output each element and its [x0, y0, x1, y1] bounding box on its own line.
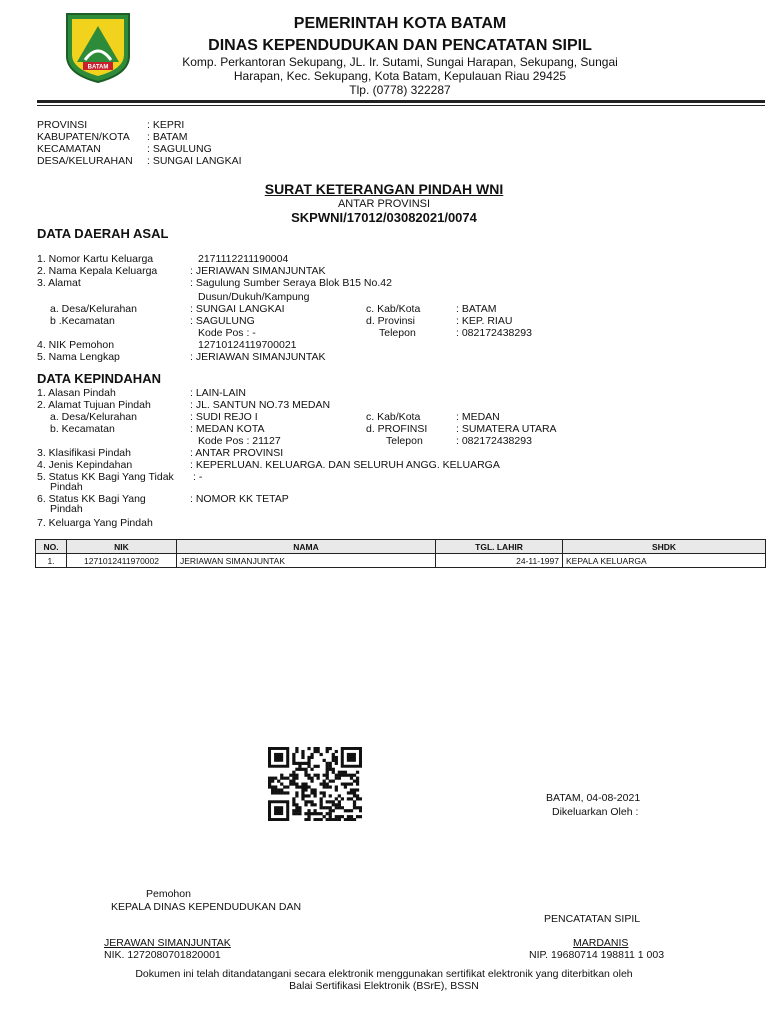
pindah-v3: : ANTAR PROVINSI	[190, 447, 284, 459]
footer-line1: Dokumen ini telah ditandatangani secara elektronik menggunakan sertifikat elektronik yang diterbitkan oleh	[135, 968, 633, 980]
asal-l1: 1. Nomor Kartu Keluarga	[37, 253, 154, 265]
asal-v3b: Dusun/Dukuh/Kampung	[198, 291, 310, 303]
pindah-ltel: Telepon	[386, 435, 423, 447]
pindah-v5: : -	[193, 471, 203, 483]
pindah-la: a. Desa/Kelurahan	[50, 411, 137, 423]
asal-v3: : Sagulung Sumber Seraya Blok B15 No.42	[190, 277, 392, 289]
family-table	[35, 539, 766, 568]
official-name: MARDANIS	[573, 937, 629, 949]
dept-title: DINAS KEPENDUDUKAN DAN PENCATATAN SIPIL	[208, 37, 592, 54]
official-nip: NIP. 19680714 198811 1 003	[529, 949, 665, 961]
asal-v4: 12710124119700021	[198, 339, 297, 351]
pindah-l6b: Pindah	[50, 503, 83, 515]
pindah-kodepos: Kode Pos : 21127	[198, 435, 281, 447]
asal-ld: d. Provinsi	[366, 315, 416, 327]
asal-vb: : SAGULUNG	[190, 315, 255, 327]
asal-vtel: : 082172438293	[456, 327, 532, 339]
pindah-vtel: : 082172438293	[456, 435, 532, 447]
asal-ltel: Telepon	[379, 327, 416, 339]
pindah-ld: d. PROFINSI	[366, 423, 428, 435]
section-pindah-heading: DATA KEPINDAHAN	[37, 371, 161, 386]
batam-logo	[65, 12, 131, 84]
document-number: SKPWNI/17012/03082021/0074	[291, 210, 477, 225]
asal-l4: 4. NIK Pemohon	[37, 339, 115, 351]
region-provinsi-label: PROVINSI	[37, 119, 88, 131]
section-asal-heading: DATA DAERAH ASAL	[37, 226, 169, 241]
table-row	[36, 554, 766, 568]
pencatatan-label: PENCATATAN SIPIL	[544, 913, 641, 925]
asal-v2: : JERIAWAN SIMANJUNTAK	[190, 265, 326, 277]
address-line2: Harapan, Kec. Sekupang, Kota Batam, Kepulauan Riau 29425	[233, 69, 567, 83]
asal-l3: 3. Alamat	[37, 277, 81, 289]
asal-lc: c. Kab/Kota	[366, 303, 421, 315]
asal-la: a. Desa/Kelurahan	[50, 303, 137, 315]
asal-l2: 2. Nama Kepala Keluarga	[37, 265, 158, 277]
issued-by: Dikeluarkan Oleh :	[552, 806, 639, 818]
col-nama: NAMA	[177, 540, 436, 554]
phone-line: Tlp. (0778) 322287	[349, 83, 451, 97]
region-desa-label: DESA/KELURAHAN	[37, 155, 133, 167]
asal-v1: 2171112211190004	[198, 253, 289, 265]
footer-line2: Balai Sertifikasi Elektronik (BSrE), BSSN	[289, 980, 479, 992]
asal-vd: : KEP. RIAU	[456, 315, 513, 327]
pindah-v4: : KEPERLUAN. KELUARGA. DAN SELURUH ANGG. KELUARGA	[190, 459, 500, 471]
pindah-lb: b. Kecamatan	[50, 423, 115, 435]
address-line1: Komp. Perkantoran Sekupang, JL. Ir. Sutami, Sungai Harapan, Sekupang, Sungai	[182, 55, 618, 69]
kepala-dinas-label: KEPALA DINAS KEPENDUDUKAN DAN	[111, 901, 302, 913]
region-kecamatan-label: KECAMATAN	[37, 143, 101, 155]
pindah-l1: 1. Alasan Pindah	[37, 387, 116, 399]
qr-code	[268, 747, 362, 821]
pindah-l6a: 6. Status KK Bagi Yang	[37, 493, 146, 505]
asal-va: : SUNGAI LANGKAI	[190, 303, 285, 315]
pemohon-label: Pemohon	[146, 888, 191, 900]
document-title: SURAT KETERANGAN PINDAH WNI	[264, 181, 504, 197]
col-tgl-lahir: TGL. LAHIR	[436, 540, 563, 554]
table-header-row	[36, 540, 766, 554]
pindah-vb: : MEDAN KOTA	[190, 423, 265, 435]
asal-kodepos: Kode Pos : -	[198, 327, 256, 339]
pindah-v6: : NOMOR KK TETAP	[190, 493, 289, 505]
col-shdk: SHDK	[563, 540, 766, 554]
asal-l5: 5. Nama Lengkap	[37, 351, 120, 363]
cell-shdk: KEPALA KELUARGA	[563, 554, 766, 568]
pindah-l5b: Pindah	[50, 481, 83, 493]
col-no: NO.	[36, 540, 67, 554]
asal-lb: b .Kecamatan	[50, 315, 115, 327]
cell-no: 1.	[36, 554, 67, 568]
pindah-l3: 3. Klasifikasi Pindah	[37, 447, 131, 459]
pindah-vd: : SUMATERA UTARA	[456, 423, 557, 435]
region-desa-value: : SUNGAI LANGKAI	[147, 155, 242, 167]
cell-nik: 1271012411970002	[67, 554, 177, 568]
logo-text: BATAM	[87, 64, 109, 71]
applicant-nik: NIK. 1272080701820001	[104, 949, 221, 961]
pindah-l2: 2. Alamat Tujuan Pindah	[37, 399, 151, 411]
pindah-l7: 7. Keluarga Yang Pindah	[37, 517, 153, 529]
gov-title: PEMERINTAH KOTA BATAM	[293, 15, 507, 32]
asal-vc: : BATAM	[456, 303, 497, 315]
pindah-v2: : JL. SANTUN NO.73 MEDAN	[190, 399, 331, 411]
asal-v5: : JERIAWAN SIMANJUNTAK	[190, 351, 326, 363]
applicant-name: JERAWAN SIMANJUNTAK	[104, 937, 231, 949]
pindah-l5a: 5. Status KK Bagi Yang Tidak	[37, 471, 174, 483]
pindah-v1: : LAIN-LAIN	[190, 387, 247, 399]
cell-tgl-lahir: 24-11-1997	[436, 554, 563, 568]
header-divider-thin	[37, 105, 765, 106]
place-date: BATAM, 04-08-2021	[546, 792, 641, 804]
pindah-va: : SUDI REJO I	[190, 411, 258, 423]
col-nik: NIK	[67, 540, 177, 554]
pindah-lc: c. Kab/Kota	[366, 411, 421, 423]
cell-nama: JERIAWAN SIMANJUNTAK	[177, 554, 436, 568]
document-subtitle: ANTAR PROVINSI	[337, 198, 431, 210]
region-kabkota-label: KABUPATEN/KOTA	[37, 131, 130, 143]
pindah-l4: 4. Jenis Kepindahan	[37, 459, 133, 471]
region-kabkota-value: : BATAM	[147, 131, 188, 143]
header-divider	[37, 100, 765, 103]
pindah-vc: : MEDAN	[456, 411, 500, 423]
region-provinsi-value: : KEPRI	[147, 119, 185, 131]
region-kecamatan-value: : SAGULUNG	[147, 143, 212, 155]
